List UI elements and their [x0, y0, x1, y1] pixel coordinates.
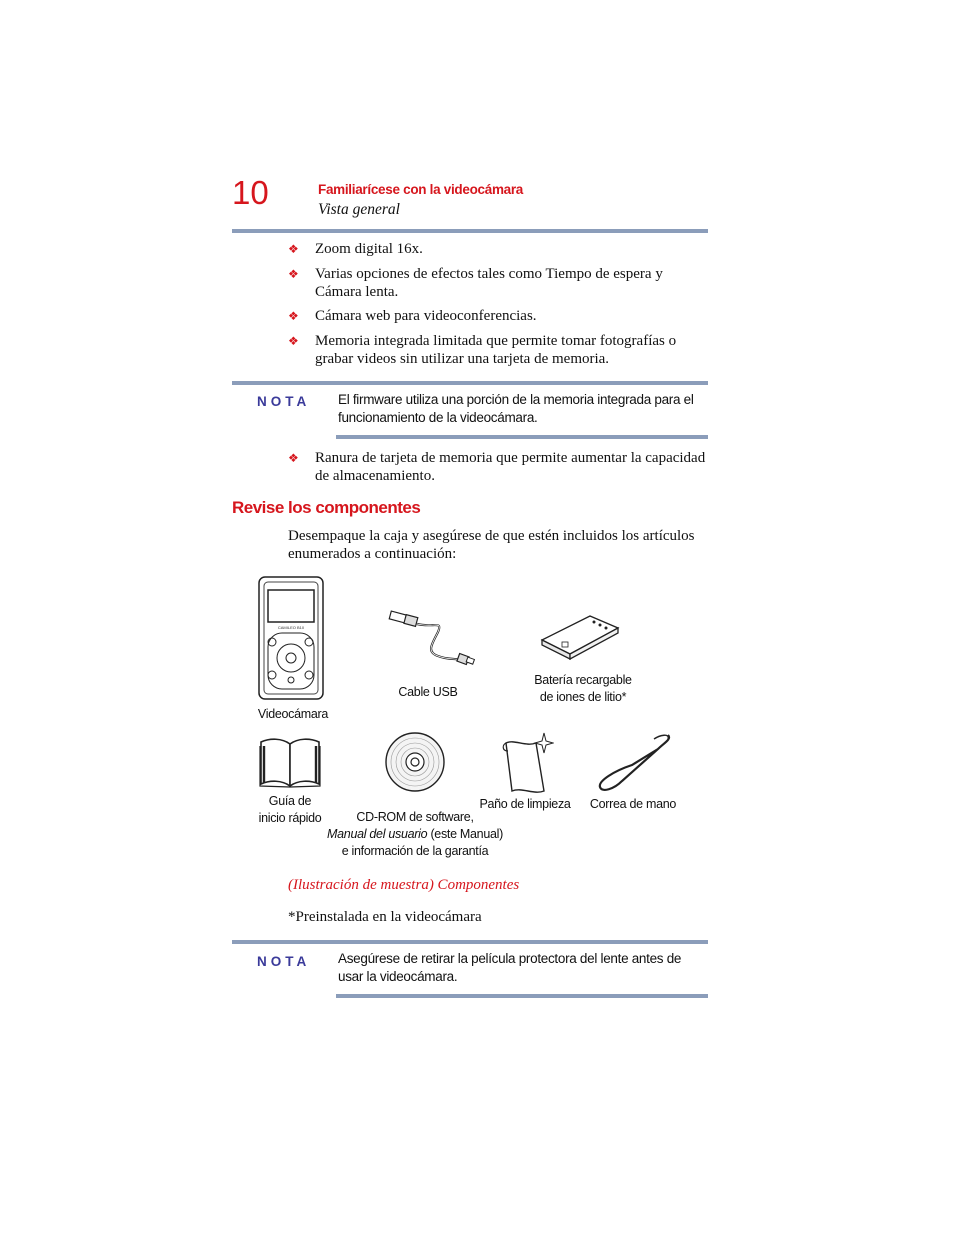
usb-cable-illustration — [388, 610, 478, 668]
bullet-text: Zoom digital 16x. — [315, 241, 423, 257]
strap-caption: Correa de mano — [589, 797, 677, 811]
manual-title: Manual del usuario — [327, 827, 428, 841]
bullet-text: Memoria integrada limitada que permite tomar fotografías o grabar videos sin utilizar una tarjeta de memoria. — [315, 333, 677, 367]
bullet-item — [288, 241, 708, 259]
note-bottom-rule — [336, 994, 708, 998]
bullet-text: Cámara web para videoconferencias. — [315, 308, 537, 324]
note-label: NOTA — [257, 394, 311, 409]
note-label: NOTA — [257, 954, 311, 969]
bullet-item — [288, 450, 708, 486]
section-heading: Revise los componentes — [232, 498, 421, 517]
usb-caption: Cable USB — [398, 685, 458, 699]
bullet-item — [288, 266, 708, 302]
section-title: Vista general — [318, 201, 400, 218]
bullet-mark-icon: ❖ — [288, 267, 299, 281]
note-text: El firmware utiliza una porción de la memoria integrada para el funcionamiento de la videocámara. — [338, 392, 694, 425]
cd-caption-line: e información de la garantía — [341, 844, 489, 858]
camera-caption: Videocámara — [257, 707, 329, 721]
guide-caption-line: Guía de — [268, 794, 312, 808]
guide-caption-line: inicio rápido — [258, 811, 322, 825]
battery-caption-line: de iones de litio* — [539, 690, 627, 704]
note-bottom-rule — [336, 435, 708, 439]
intro-paragraph: Desempaque la caja y asegúrese de que estén incluidos los artículos enumerados a continuación: — [288, 528, 695, 562]
battery-caption — [513, 672, 653, 706]
battery-caption-line: Batería recargable — [534, 673, 632, 687]
chapter-title: Familiarícese con la videocámara — [318, 182, 524, 197]
cd-caption-line: CD-ROM de software, — [356, 810, 474, 824]
cleaning-cloth-illustration — [500, 731, 554, 795]
bullet-mark-icon: ❖ — [288, 451, 299, 465]
manual-note: (este Manual) — [427, 827, 503, 841]
footnote: *Preinstalada en la videocámara — [288, 909, 482, 925]
camcorder-illustration — [258, 576, 324, 700]
cloth-caption: Paño de limpieza — [479, 797, 571, 811]
bullet-mark-icon: ❖ — [288, 334, 299, 348]
bullet-mark-icon: ❖ — [288, 309, 299, 323]
note-top-rule — [232, 381, 708, 385]
page-number: 10 — [232, 174, 269, 211]
cd-rom-illustration — [384, 731, 446, 793]
cd-rom-caption — [325, 809, 505, 860]
bullet-text: Ranura de tarjeta de memoria que permite aumentar la capacidad de almacenamiento. — [315, 450, 706, 484]
battery-illustration — [538, 612, 622, 660]
note-top-rule — [232, 940, 708, 944]
note-text: Asegúrese de retirar la película protectora del lente antes de usar la videocámara. — [338, 951, 682, 984]
bullet-text: Varias opciones de efectos tales como Tiempo de espera y Cámara lenta. — [315, 266, 663, 300]
figure-caption: (Ilustración de muestra) Componentes — [288, 877, 520, 893]
hand-strap-illustration — [592, 731, 676, 795]
bullet-item — [288, 308, 708, 326]
camera-model-label: CAMILEO B10 — [277, 625, 305, 630]
bullet-item — [288, 333, 708, 369]
bullet-mark-icon: ❖ — [288, 242, 299, 256]
header-rule — [232, 229, 708, 233]
cd-caption-line — [325, 826, 505, 843]
book-illustration — [258, 736, 322, 788]
